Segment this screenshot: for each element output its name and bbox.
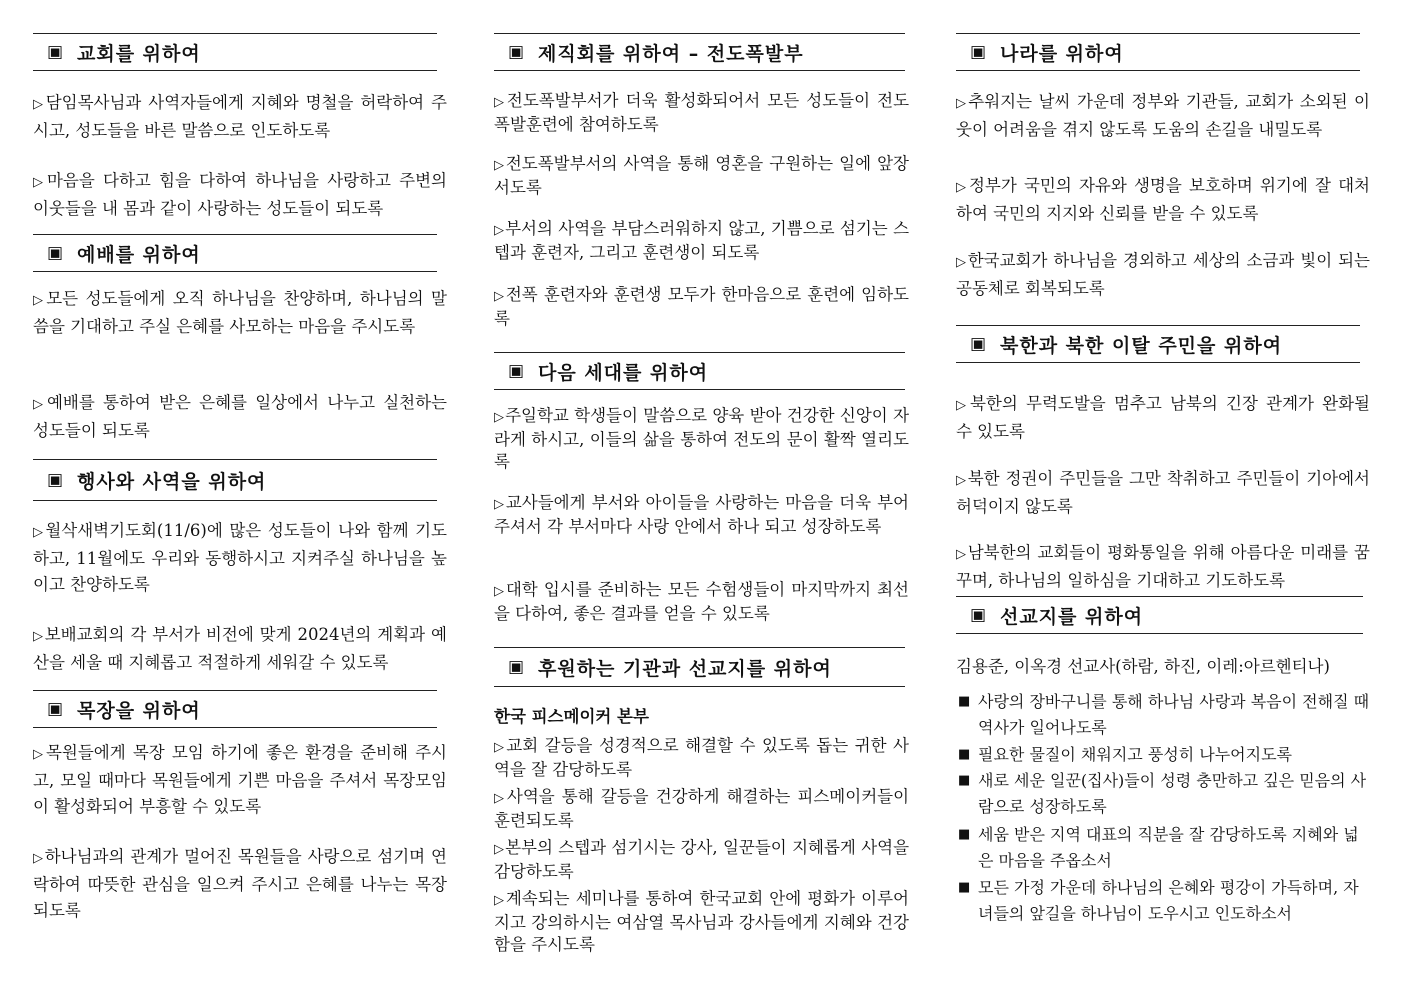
triangle-bullet-icon: ▷ — [494, 95, 506, 110]
section-title: 예배를 위하여 — [77, 243, 201, 266]
list-item: ■ 새로 세운 일꾼(집사)들이 성령 충만하고 깊은 믿음의 사람으로 성장하도록 — [956, 768, 1370, 820]
small-square-bullet-icon: ■ — [958, 747, 971, 762]
section-header-support — [494, 647, 905, 687]
prayer-item: ▷계속되는 세미나를 통하여 한국교회 안에 평화가 이루어지고 강의하시는 여삼열 목사님과 강사들에게 지혜와 건강함을 주시도록 — [494, 889, 909, 954]
prayer-item: ▷예배를 통하여 받은 은혜를 일상에서 나누고 실천하는 성도들이 되도록 — [33, 393, 447, 440]
triangle-bullet-icon: ▷ — [494, 842, 505, 857]
prayer-item: ▷교회 갈등을 성경적으로 해결할 수 있도록 돕는 귀한 사역을 잘 감당하도록 — [494, 736, 909, 779]
prayer-item: ▷추워지는 날씨 가운데 정부와 기관들, 교회가 소외된 이웃이 어려움을 겪지 않도록 도움의 손길을 내밀도록 — [956, 92, 1370, 139]
prayer-item: ▷목원들에게 목장 모임 하기에 좋은 환경을 준비해 주시고, 모일 때마다 목원들에게 기쁜 마음을 주셔서 목장모임이 활성화되어 부흥할 수 있도록 — [33, 743, 447, 816]
triangle-bullet-icon: ▷ — [33, 747, 45, 762]
square-bullet-icon: ▣ — [970, 42, 988, 62]
prayer-item: ▷전폭 훈련자와 훈련생 모두가 한마음으로 훈련에 임하도록 — [494, 285, 909, 328]
section-title: 목장을 위하여 — [77, 699, 201, 722]
prayer-item: ▷사역을 통해 갈등을 건강하게 해결하는 피스메이커들이 훈련되도록 — [494, 787, 910, 830]
section-header-mission — [956, 596, 1363, 634]
prayer-item: ▷보배교회의 각 부서가 비전에 맞게 2024년의 계획과 예산을 세울 때 지혜롭고 적절하게 세워갈 수 있도록 — [33, 625, 447, 672]
section-title: 선교지를 위하여 — [1000, 605, 1144, 628]
list-item: ■ 필요한 물질이 채워지고 풍성히 나누어지도록 — [956, 742, 1370, 768]
square-bullet-icon: ▣ — [508, 42, 526, 62]
section-header-northkorea — [956, 325, 1360, 363]
triangle-bullet-icon: ▷ — [956, 180, 968, 195]
organization-name: 한국 피스메이커 본부 — [494, 707, 649, 726]
small-square-bullet-icon: ■ — [958, 694, 971, 709]
triangle-bullet-icon: ▷ — [956, 398, 969, 413]
prayer-item: ▷교사들에게 부서와 아이들을 사랑하는 마음을 더욱 부어 주셔서 각 부서마다 사랑 안에서 하나 되고 성장하도록 — [494, 493, 909, 536]
section-title: 행사와 사역을 위하여 — [77, 470, 267, 493]
triangle-bullet-icon: ▷ — [33, 397, 46, 412]
list-item: ■ 사랑의 장바구니를 통해 하나님 사랑과 복음이 전해질 때 역사가 일어나도록 — [956, 689, 1370, 741]
section-title: 북한과 북한 이탈 주민을 위하여 — [1000, 334, 1283, 357]
triangle-bullet-icon: ▷ — [494, 158, 505, 173]
square-bullet-icon: ▣ — [970, 334, 988, 354]
prayer-item: ▷마음을 다하고 힘을 다하여 하나님을 사랑하고 주변의 이웃들을 내 몸과 같이 사랑하는 성도들이 되도록 — [33, 171, 447, 218]
triangle-bullet-icon: ▷ — [494, 497, 505, 512]
prayer-item: ▷북한의 무력도발을 멈추고 남북의 긴장 관계가 완화될 수 있도록 — [956, 394, 1370, 441]
section-header-nation — [956, 33, 1360, 71]
prayer-item: ▷월삭새벽기도회(11/6)에 많은 성도들이 나와 함께 기도하고, 11월에도 우리와 동행하시고 지켜주실 하나님을 높이고 찬양하도록 — [33, 521, 447, 594]
section-title: 교회를 위하여 — [77, 42, 201, 65]
prayer-item: ▷전도폭발부서가 더욱 활성화되어서 모든 성도들이 전도폭발훈련에 참여하도록 — [494, 91, 910, 134]
list-item: ■ 세움 받은 지역 대표의 직분을 잘 감당하도록 지혜와 넓은 마음을 주옵소서 — [956, 822, 1370, 874]
triangle-bullet-icon: ▷ — [33, 97, 45, 112]
triangle-bullet-icon: ▷ — [494, 410, 505, 425]
triangle-bullet-icon: ▷ — [956, 255, 967, 270]
prayer-item: ▷한국교회가 하나님을 경외하고 세상의 소금과 빛이 되는 공동체로 회복되도록 — [956, 251, 1370, 298]
square-bullet-icon: ▣ — [508, 657, 526, 677]
square-bullet-icon: ▣ — [47, 42, 65, 62]
section-header-deacons — [494, 33, 905, 71]
triangle-bullet-icon: ▷ — [494, 223, 505, 238]
triangle-bullet-icon: ▷ — [33, 525, 45, 540]
triangle-bullet-icon: ▷ — [956, 96, 968, 111]
section-title: 제직회를 위하여 – 전도폭발부 — [538, 42, 804, 65]
prayer-item: ▷정부가 국민의 자유와 생명을 보호하며 위기에 잘 대처하여 국민의 지지와 신뢰를 받을 수 있도록 — [956, 176, 1370, 223]
square-bullet-icon: ▣ — [47, 470, 65, 490]
list-item: ■ 모든 가정 가운데 하나님의 은혜와 평강이 가득하며, 자녀들의 앞길을 하나님이 도우시고 인도하소서 — [956, 875, 1370, 927]
prayer-item: ▷전도폭발부서의 사역을 통해 영혼을 구원하는 일에 앞장서도록 — [494, 154, 909, 197]
triangle-bullet-icon: ▷ — [33, 851, 44, 866]
small-square-bullet-icon: ■ — [958, 827, 971, 842]
prayer-item: ▷하나님과의 관계가 멀어진 목원들을 사랑으로 섬기며 연락하여 따뜻한 관심을 일으켜 주시고 은혜를 나누는 목장 되도록 — [33, 847, 447, 920]
prayer-item: ▷남북한의 교회들이 평화통일을 위해 아름다운 미래를 꿈꾸며, 하나님의 일하심을 기대하고 기도하도록 — [956, 543, 1370, 590]
section-header-worship — [33, 234, 437, 272]
section-title: 나라를 위하여 — [1000, 42, 1124, 65]
prayer-item: ▷북한 정권이 주민들을 그만 착취하고 주민들이 기아에서 허덕이지 않도록 — [956, 469, 1370, 516]
triangle-bullet-icon: ▷ — [494, 289, 505, 304]
triangle-bullet-icon: ▷ — [494, 584, 505, 599]
triangle-bullet-icon: ▷ — [494, 791, 506, 806]
square-bullet-icon: ▣ — [47, 699, 65, 719]
missionary-name: 김용준, 이옥경 선교사(하람, 하진, 이레:아르헨티나) — [956, 657, 1330, 676]
section-header-nextgen — [494, 352, 905, 390]
prayer-item: ▷본부의 스텝과 섬기시는 강사, 일꾼들이 지혜롭게 사역을 감당하도록 — [494, 838, 910, 881]
triangle-bullet-icon: ▷ — [33, 293, 46, 308]
prayer-item: ▷대학 입시를 준비하는 모든 수험생들이 마지막까지 최선을 다하여, 좋은 결과를 얻을 수 있도록 — [494, 580, 909, 623]
prayer-item: ▷주일학교 학생들이 말씀으로 양육 받아 건강한 신앙이 자라게 하시고, 이들의 삶을 통하여 전도의 문이 활짝 열리도록 — [494, 406, 910, 471]
section-title: 후원하는 기관과 선교지를 위하여 — [538, 657, 832, 680]
small-square-bullet-icon: ■ — [958, 773, 971, 788]
square-bullet-icon: ▣ — [970, 605, 988, 625]
prayer-item: ▷부서의 사역을 부담스러워하지 않고, 기쁨으로 섬기는 스텝과 훈련자, 그리고 훈련생이 되도록 — [494, 219, 910, 262]
square-bullet-icon: ▣ — [508, 361, 526, 381]
triangle-bullet-icon: ▷ — [33, 175, 46, 190]
prayer-item: ▷모든 성도들에게 오직 하나님을 찬양하며, 하나님의 말씀을 기대하고 주실 은혜를 사모하는 마음을 주시도록 — [33, 289, 447, 336]
square-bullet-icon: ▣ — [47, 243, 65, 263]
section-title: 다음 세대를 위하여 — [538, 361, 709, 384]
section-header-cell — [33, 690, 437, 728]
section-header-events — [33, 459, 437, 501]
triangle-bullet-icon: ▷ — [33, 629, 44, 644]
small-square-bullet-icon: ■ — [958, 880, 971, 895]
triangle-bullet-icon: ▷ — [956, 473, 967, 488]
triangle-bullet-icon: ▷ — [494, 893, 505, 908]
triangle-bullet-icon: ▷ — [956, 547, 967, 562]
prayer-item: ▷담임목사님과 사역자들에게 지혜와 명철을 허락하여 주시고, 성도들을 바른 말씀으로 인도하도록 — [33, 93, 448, 140]
section-header-church — [33, 33, 437, 71]
triangle-bullet-icon: ▷ — [494, 740, 506, 755]
